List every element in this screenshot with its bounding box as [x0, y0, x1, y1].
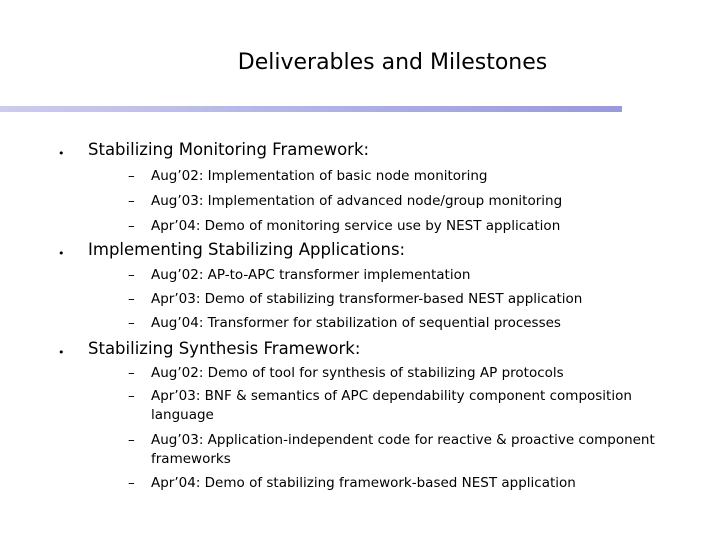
dash-icon: – [128, 475, 135, 491]
milestone-text: Aug’02: Implementation of basic node monitoring [151, 168, 488, 184]
milestone-text: Apr’03: Demo of stabilizing transformer-based NEST application [151, 291, 583, 307]
dash-icon: – [128, 218, 135, 234]
dash-icon: – [128, 388, 135, 404]
dash-icon: – [128, 291, 135, 307]
bullet-icon: • [58, 147, 65, 160]
milestone-text: Aug’04: Transformer for stabilization of sequential processes [151, 315, 561, 331]
milestone-text: Apr’03: BNF & semantics of APC dependability component composition [151, 388, 632, 404]
dash-icon: – [128, 432, 135, 448]
milestone-item [128, 475, 718, 491]
dash-icon: – [128, 168, 135, 184]
milestone-text: Aug’02: AP-to-APC transformer implementation [151, 267, 471, 283]
dash-icon: – [128, 193, 135, 209]
milestone-text: Aug’02: Demo of tool for synthesis of stabilizing AP protocols [151, 365, 564, 381]
milestone-item [128, 168, 718, 184]
bullet-icon: • [58, 346, 65, 359]
milestone-text: Apr’04: Demo of stabilizing framework-based NEST application [151, 475, 576, 491]
slide-title: Deliverables and Milestones [237, 50, 548, 75]
title-underline [0, 106, 622, 112]
milestone-text: Aug’03: Implementation of advanced node/group monitoring [151, 193, 563, 209]
section-heading-synthesis: Stabilizing Synthesis Framework: [88, 339, 361, 358]
milestone-item [128, 291, 718, 307]
milestone-text-continuation: language [151, 407, 214, 423]
milestone-item [128, 388, 718, 404]
milestone-text: Aug’03: Application-independent code for reactive & proactive component [151, 432, 655, 448]
section-heading-monitoring: Stabilizing Monitoring Framework: [88, 140, 370, 159]
milestone-item [128, 267, 718, 283]
dash-icon: – [128, 315, 135, 331]
bullet-icon: • [58, 247, 65, 260]
milestone-item [128, 432, 718, 448]
milestone-item [128, 315, 718, 331]
milestone-text-continuation: frameworks [151, 451, 231, 467]
dash-icon: – [128, 365, 135, 381]
milestone-text: Apr’04: Demo of monitoring service use by NEST application [151, 218, 561, 234]
milestone-item [128, 218, 718, 234]
milestone-item [128, 193, 718, 209]
dash-icon: – [128, 267, 135, 283]
milestone-item [128, 365, 718, 381]
section-heading-applications: Implementing Stabilizing Applications: [88, 240, 406, 259]
